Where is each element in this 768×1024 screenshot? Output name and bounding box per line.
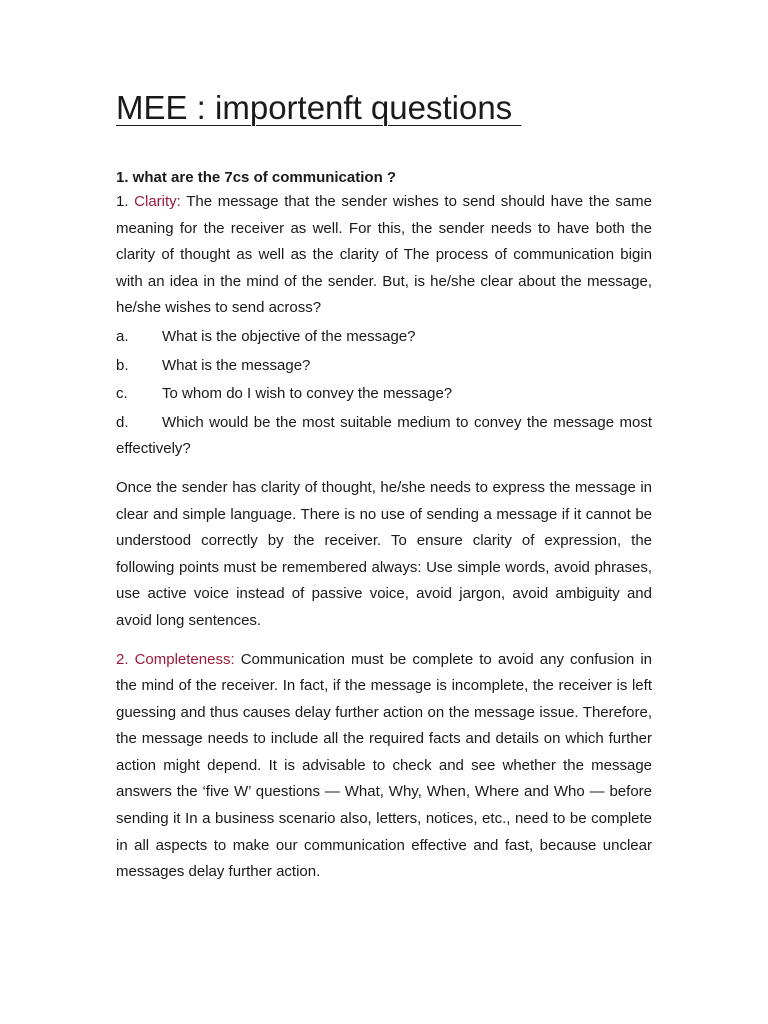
list-item (116, 410, 652, 463)
list-marker: d. (116, 413, 129, 431)
question-heading: 1. what are the 7cs of communication ? (116, 169, 397, 186)
list-marker: b. (116, 356, 129, 374)
clarity-expression-paragraph: Once the sender has clarity of thought, he/she needs to express the message in clear and simple language. There is no use of sending a message if it cannot be understood correctly by the receiver. To ensure clarity of expression, the following points must be remembered always: Use simple words, avoid phrases, use active voice instead of passive voice, avoid jargon, avoid ambiguity and avoid long sentences. (116, 478, 652, 629)
document-body (116, 167, 652, 886)
list-text: To whom do I wish to convey the message? (162, 385, 453, 403)
clarity-text: The message that the sender wishes to send should have the same meaning for the receiver as well. For this, the sender needs to have both the clarity of thought as well as the clarity of The process of communication bigin with an idea in the mind of the sender. But, is he/she clear about the message, he/she wishes to send across? (116, 193, 652, 317)
list-item (116, 324, 652, 351)
document-title: MEE : importenft questions (116, 89, 522, 126)
completeness-paragraph (116, 647, 652, 886)
clarity-number: 1. (116, 193, 135, 210)
completeness-term: 2. Completeness: (116, 650, 235, 668)
list-text: Which would be the most suitable medium to convey the message most effectively? (116, 413, 652, 458)
list-item (116, 381, 652, 408)
list-marker: a. (116, 327, 129, 345)
completeness-text: Communication must be complete to avoid any confusion in the mind of the receiver. In fact, if the message is incomplete, the receiver is left guessing and thus causes delay further action on the message issue. Therefore, the message needs to include all the required facts and details on which further action might depend. It is advisable to check and see whether the message answers the ‘five W’ questions — What, Why, When, Where and Who — before sending it In a business scenario also, letters, notices, etc., need to be complete in all aspects to make our communication effective and fast, because unclear messages delay further action. (116, 650, 652, 881)
clarity-term: Clarity: (134, 193, 181, 210)
list-item (116, 353, 652, 380)
list-text: What is the message? (162, 356, 311, 374)
list-marker: c. (116, 385, 128, 403)
clarity-paragraph (116, 189, 652, 322)
list-text: What is the objective of the message? (162, 327, 416, 345)
